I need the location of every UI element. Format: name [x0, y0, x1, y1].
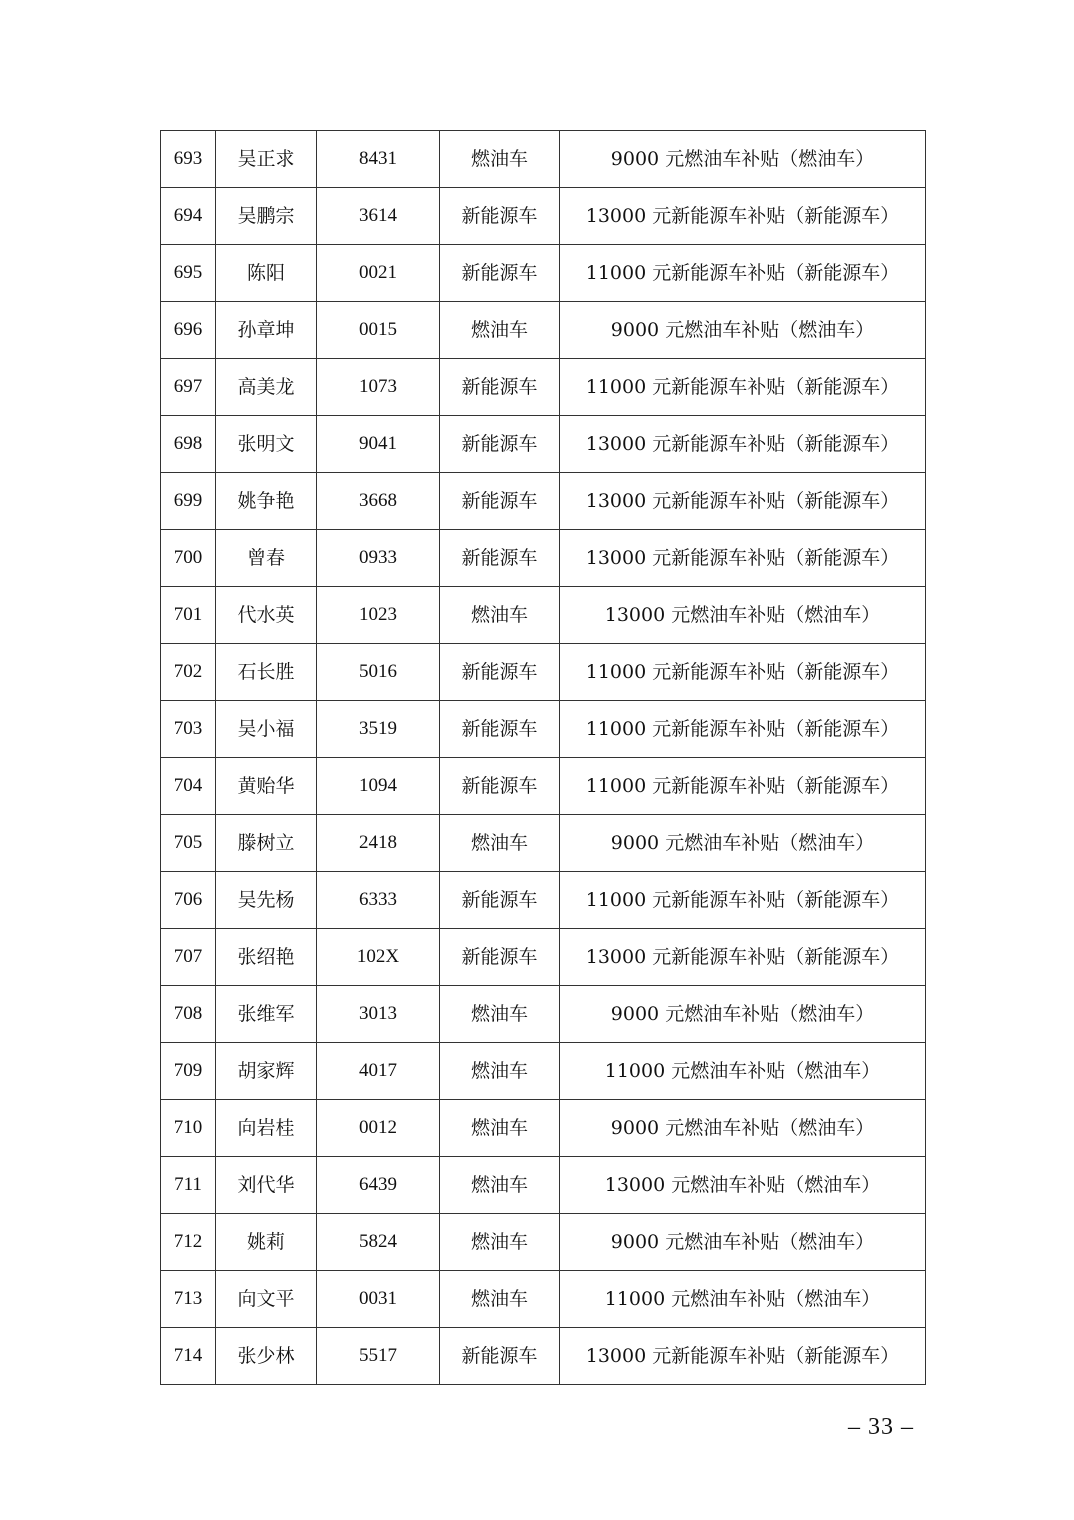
- vehicle-type-cell: 新能源车: [440, 359, 560, 416]
- name-cell: 高美龙: [216, 359, 317, 416]
- subsidy-cell: 11000 元新能源车补贴（新能源车）: [560, 359, 926, 416]
- row-number-cell: 704: [161, 758, 216, 815]
- vehicle-type-cell: 燃油车: [440, 587, 560, 644]
- subsidy-cell: 9000 元燃油车补贴（燃油车）: [560, 131, 926, 188]
- subsidy-cell: 11000 元新能源车补贴（新能源车）: [560, 758, 926, 815]
- row-number-cell: 693: [161, 131, 216, 188]
- id-suffix-cell: 102X: [317, 929, 440, 986]
- subsidy-cell: 9000 元燃油车补贴（燃油车）: [560, 302, 926, 359]
- row-number-cell: 703: [161, 701, 216, 758]
- subsidy-cell: 13000 元新能源车补贴（新能源车）: [560, 188, 926, 245]
- id-suffix-cell: 5517: [317, 1328, 440, 1385]
- row-number-cell: 699: [161, 473, 216, 530]
- id-suffix-cell: 3013: [317, 986, 440, 1043]
- id-suffix-cell: 0933: [317, 530, 440, 587]
- table-row: [161, 1100, 926, 1157]
- id-suffix-cell: 3519: [317, 701, 440, 758]
- name-cell: 陈阳: [216, 245, 317, 302]
- table-row: [161, 530, 926, 587]
- subsidy-cell: 9000 元燃油车补贴（燃油车）: [560, 986, 926, 1043]
- vehicle-type-cell: 新能源车: [440, 758, 560, 815]
- subsidy-cell: 13000 元燃油车补贴（燃油车）: [560, 1157, 926, 1214]
- subsidy-cell: 13000 元燃油车补贴（燃油车）: [560, 587, 926, 644]
- subsidy-cell: 9000 元燃油车补贴（燃油车）: [560, 1100, 926, 1157]
- vehicle-type-cell: 新能源车: [440, 929, 560, 986]
- row-number-cell: 705: [161, 815, 216, 872]
- name-cell: 吴先杨: [216, 872, 317, 929]
- name-cell: 刘代华: [216, 1157, 317, 1214]
- row-number-cell: 706: [161, 872, 216, 929]
- name-cell: 向文平: [216, 1271, 317, 1328]
- subsidy-cell: 11000 元新能源车补贴（新能源车）: [560, 644, 926, 701]
- name-cell: 滕树立: [216, 815, 317, 872]
- id-suffix-cell: 0031: [317, 1271, 440, 1328]
- vehicle-type-cell: 燃油车: [440, 1100, 560, 1157]
- vehicle-type-cell: 燃油车: [440, 986, 560, 1043]
- row-number-cell: 694: [161, 188, 216, 245]
- name-cell: 黄贻华: [216, 758, 317, 815]
- table-body: [161, 131, 926, 1385]
- table-row: [161, 473, 926, 530]
- id-suffix-cell: 6439: [317, 1157, 440, 1214]
- id-suffix-cell: 5016: [317, 644, 440, 701]
- vehicle-type-cell: 燃油车: [440, 1157, 560, 1214]
- page-number: – 33 –: [848, 1414, 914, 1440]
- row-number-cell: 696: [161, 302, 216, 359]
- subsidy-cell: 11000 元新能源车补贴（新能源车）: [560, 245, 926, 302]
- subsidy-cell: 13000 元新能源车补贴（新能源车）: [560, 530, 926, 587]
- id-suffix-cell: 2418: [317, 815, 440, 872]
- name-cell: 吴鹏宗: [216, 188, 317, 245]
- row-number-cell: 711: [161, 1157, 216, 1214]
- table-row: [161, 1271, 926, 1328]
- vehicle-type-cell: 燃油车: [440, 1043, 560, 1100]
- vehicle-type-cell: 新能源车: [440, 1328, 560, 1385]
- vehicle-type-cell: 新能源车: [440, 644, 560, 701]
- subsidy-cell: 13000 元新能源车补贴（新能源车）: [560, 473, 926, 530]
- vehicle-type-cell: 新能源车: [440, 530, 560, 587]
- id-suffix-cell: 1023: [317, 587, 440, 644]
- subsidy-cell: 11000 元新能源车补贴（新能源车）: [560, 872, 926, 929]
- row-number-cell: 700: [161, 530, 216, 587]
- table-row: [161, 1157, 926, 1214]
- vehicle-type-cell: 新能源车: [440, 245, 560, 302]
- table-row: [161, 188, 926, 245]
- name-cell: 张明文: [216, 416, 317, 473]
- name-cell: 胡家辉: [216, 1043, 317, 1100]
- table-row: [161, 1214, 926, 1271]
- name-cell: 石长胜: [216, 644, 317, 701]
- row-number-cell: 701: [161, 587, 216, 644]
- subsidy-cell: 9000 元燃油车补贴（燃油车）: [560, 1214, 926, 1271]
- name-cell: 代水英: [216, 587, 317, 644]
- table-row: [161, 302, 926, 359]
- vehicle-type-cell: 燃油车: [440, 1214, 560, 1271]
- table-row: [161, 245, 926, 302]
- name-cell: 姚莉: [216, 1214, 317, 1271]
- id-suffix-cell: 0021: [317, 245, 440, 302]
- table-row: [161, 986, 926, 1043]
- row-number-cell: 698: [161, 416, 216, 473]
- id-suffix-cell: 8431: [317, 131, 440, 188]
- vehicle-type-cell: 燃油车: [440, 302, 560, 359]
- table-row: [161, 587, 926, 644]
- table-row: [161, 1328, 926, 1385]
- name-cell: 吴正求: [216, 131, 317, 188]
- id-suffix-cell: 3668: [317, 473, 440, 530]
- subsidy-cell: 13000 元新能源车补贴（新能源车）: [560, 929, 926, 986]
- id-suffix-cell: 3614: [317, 188, 440, 245]
- vehicle-type-cell: 新能源车: [440, 416, 560, 473]
- subsidy-cell: 13000 元新能源车补贴（新能源车）: [560, 1328, 926, 1385]
- id-suffix-cell: 4017: [317, 1043, 440, 1100]
- table-row: [161, 872, 926, 929]
- vehicle-type-cell: 新能源车: [440, 872, 560, 929]
- table-row: [161, 758, 926, 815]
- table-row: [161, 701, 926, 758]
- vehicle-type-cell: 燃油车: [440, 1271, 560, 1328]
- vehicle-type-cell: 燃油车: [440, 815, 560, 872]
- id-suffix-cell: 1073: [317, 359, 440, 416]
- subsidy-cell: 11000 元燃油车补贴（燃油车）: [560, 1043, 926, 1100]
- id-suffix-cell: 1094: [317, 758, 440, 815]
- id-suffix-cell: 0015: [317, 302, 440, 359]
- id-suffix-cell: 9041: [317, 416, 440, 473]
- id-suffix-cell: 6333: [317, 872, 440, 929]
- subsidy-cell: 11000 元新能源车补贴（新能源车）: [560, 701, 926, 758]
- row-number-cell: 695: [161, 245, 216, 302]
- name-cell: 张维军: [216, 986, 317, 1043]
- subsidy-cell: 13000 元新能源车补贴（新能源车）: [560, 416, 926, 473]
- vehicle-type-cell: 新能源车: [440, 188, 560, 245]
- vehicle-type-cell: 新能源车: [440, 701, 560, 758]
- id-suffix-cell: 0012: [317, 1100, 440, 1157]
- table-row: [161, 1043, 926, 1100]
- id-suffix-cell: 5824: [317, 1214, 440, 1271]
- row-number-cell: 702: [161, 644, 216, 701]
- table-row: [161, 416, 926, 473]
- name-cell: 张绍艳: [216, 929, 317, 986]
- vehicle-type-cell: 新能源车: [440, 473, 560, 530]
- subsidy-cell: 11000 元燃油车补贴（燃油车）: [560, 1271, 926, 1328]
- name-cell: 孙章坤: [216, 302, 317, 359]
- row-number-cell: 713: [161, 1271, 216, 1328]
- vehicle-type-cell: 燃油车: [440, 131, 560, 188]
- table-row: [161, 359, 926, 416]
- row-number-cell: 709: [161, 1043, 216, 1100]
- name-cell: 向岩桂: [216, 1100, 317, 1157]
- subsidy-table: [160, 130, 926, 1385]
- table-row: [161, 929, 926, 986]
- name-cell: 姚争艳: [216, 473, 317, 530]
- row-number-cell: 712: [161, 1214, 216, 1271]
- name-cell: 曾春: [216, 530, 317, 587]
- row-number-cell: 708: [161, 986, 216, 1043]
- subsidy-cell: 9000 元燃油车补贴（燃油车）: [560, 815, 926, 872]
- row-number-cell: 707: [161, 929, 216, 986]
- name-cell: 张少林: [216, 1328, 317, 1385]
- row-number-cell: 697: [161, 359, 216, 416]
- row-number-cell: 714: [161, 1328, 216, 1385]
- name-cell: 吴小福: [216, 701, 317, 758]
- table-row: [161, 815, 926, 872]
- row-number-cell: 710: [161, 1100, 216, 1157]
- table-row: [161, 131, 926, 188]
- table-row: [161, 644, 926, 701]
